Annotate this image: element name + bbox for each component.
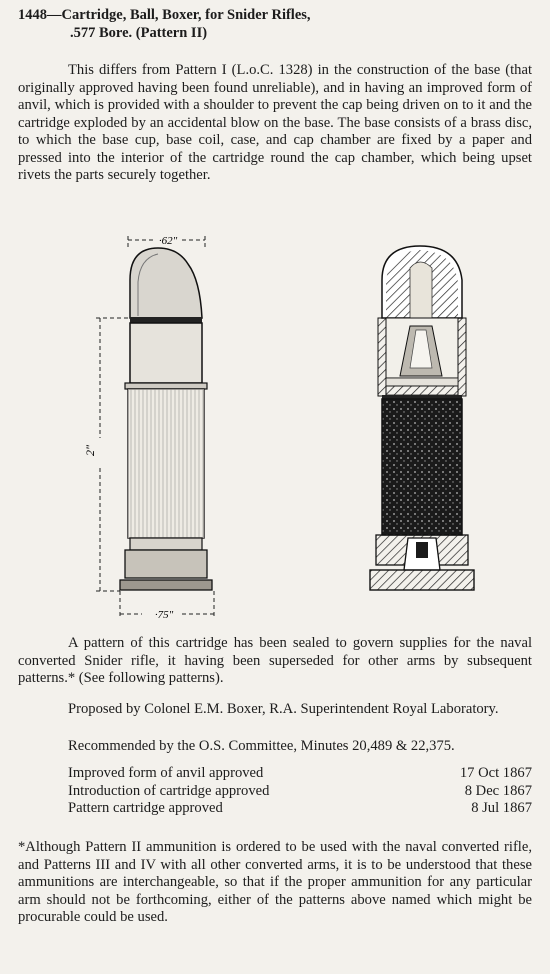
sealed-pattern-paragraph: A pattern of this cartridge has been sealed to govern supplies for the naval converted Snider rifle, it having been superseded for other arms by subsequent patterns.* (See following patterns). — [18, 635, 532, 686]
list-item — [68, 800, 532, 818]
entry-heading — [18, 6, 538, 42]
list-item — [68, 783, 532, 801]
cartridge-illustration — [70, 218, 500, 628]
approval-dates-list — [68, 765, 532, 818]
height-dimension-label: 2" — [83, 444, 97, 456]
approval-event: Pattern cartridge approved — [68, 800, 223, 816]
footnote: *Although Pattern II ammunition is ordered to be used with the naval converted rifle, and Patterns III and IV with all other converted arms, it is to be understood that these ammunitions are interchangeable, so that if the proper ammunition for any particular arm should not be forthcoming, either of the patterns above named which might be procurable could be used. — [18, 839, 532, 925]
approval-date: 17 Oct 1867 — [459, 765, 532, 781]
heading-line-1: 1448—Cartridge, Ball, Boxer, for Snider Rifles, — [18, 7, 311, 23]
list-item — [68, 765, 532, 783]
approval-date: 8 Jul 1867 — [471, 800, 532, 816]
approval-event: Introduction of cartridge approved — [68, 782, 270, 799]
intro-paragraph: This differs from Pattern I (L.o.C. 1328) in the construction of the base (that originally approved having been found unreliable), and in having an improved form of anvil, which is provided with a shoulder to prevent the cap being driven on to it and the cartridge exploded by an accidental blow on the base. The base consists of a brass disc, to which the base cup, base coil, case, and cap chamber are fixed by a paper and pressed into the interior of the cartridge round the cap chamber, which being upset rivets the parts securely together. — [18, 62, 532, 183]
cartridge-side-view — [120, 248, 212, 590]
cartridge-section-view — [370, 246, 474, 590]
base-dimension-label: ·75" — [154, 609, 174, 621]
width-dimension-label: ·62" — [158, 235, 178, 247]
proposed-by-paragraph: Proposed by Colonel E.M. Boxer, R.A. Superintendent Royal Laboratory. — [68, 701, 499, 717]
heading-line-2: .577 Bore. (Pattern II) — [70, 25, 208, 41]
approval-event: Improved form of anvil approved — [68, 765, 264, 781]
recommended-by-paragraph: Recommended by the O.S. Committee, Minutes 20,489 & 22,375. — [68, 738, 455, 754]
approval-date: 8 Dec 1867 — [464, 782, 532, 799]
